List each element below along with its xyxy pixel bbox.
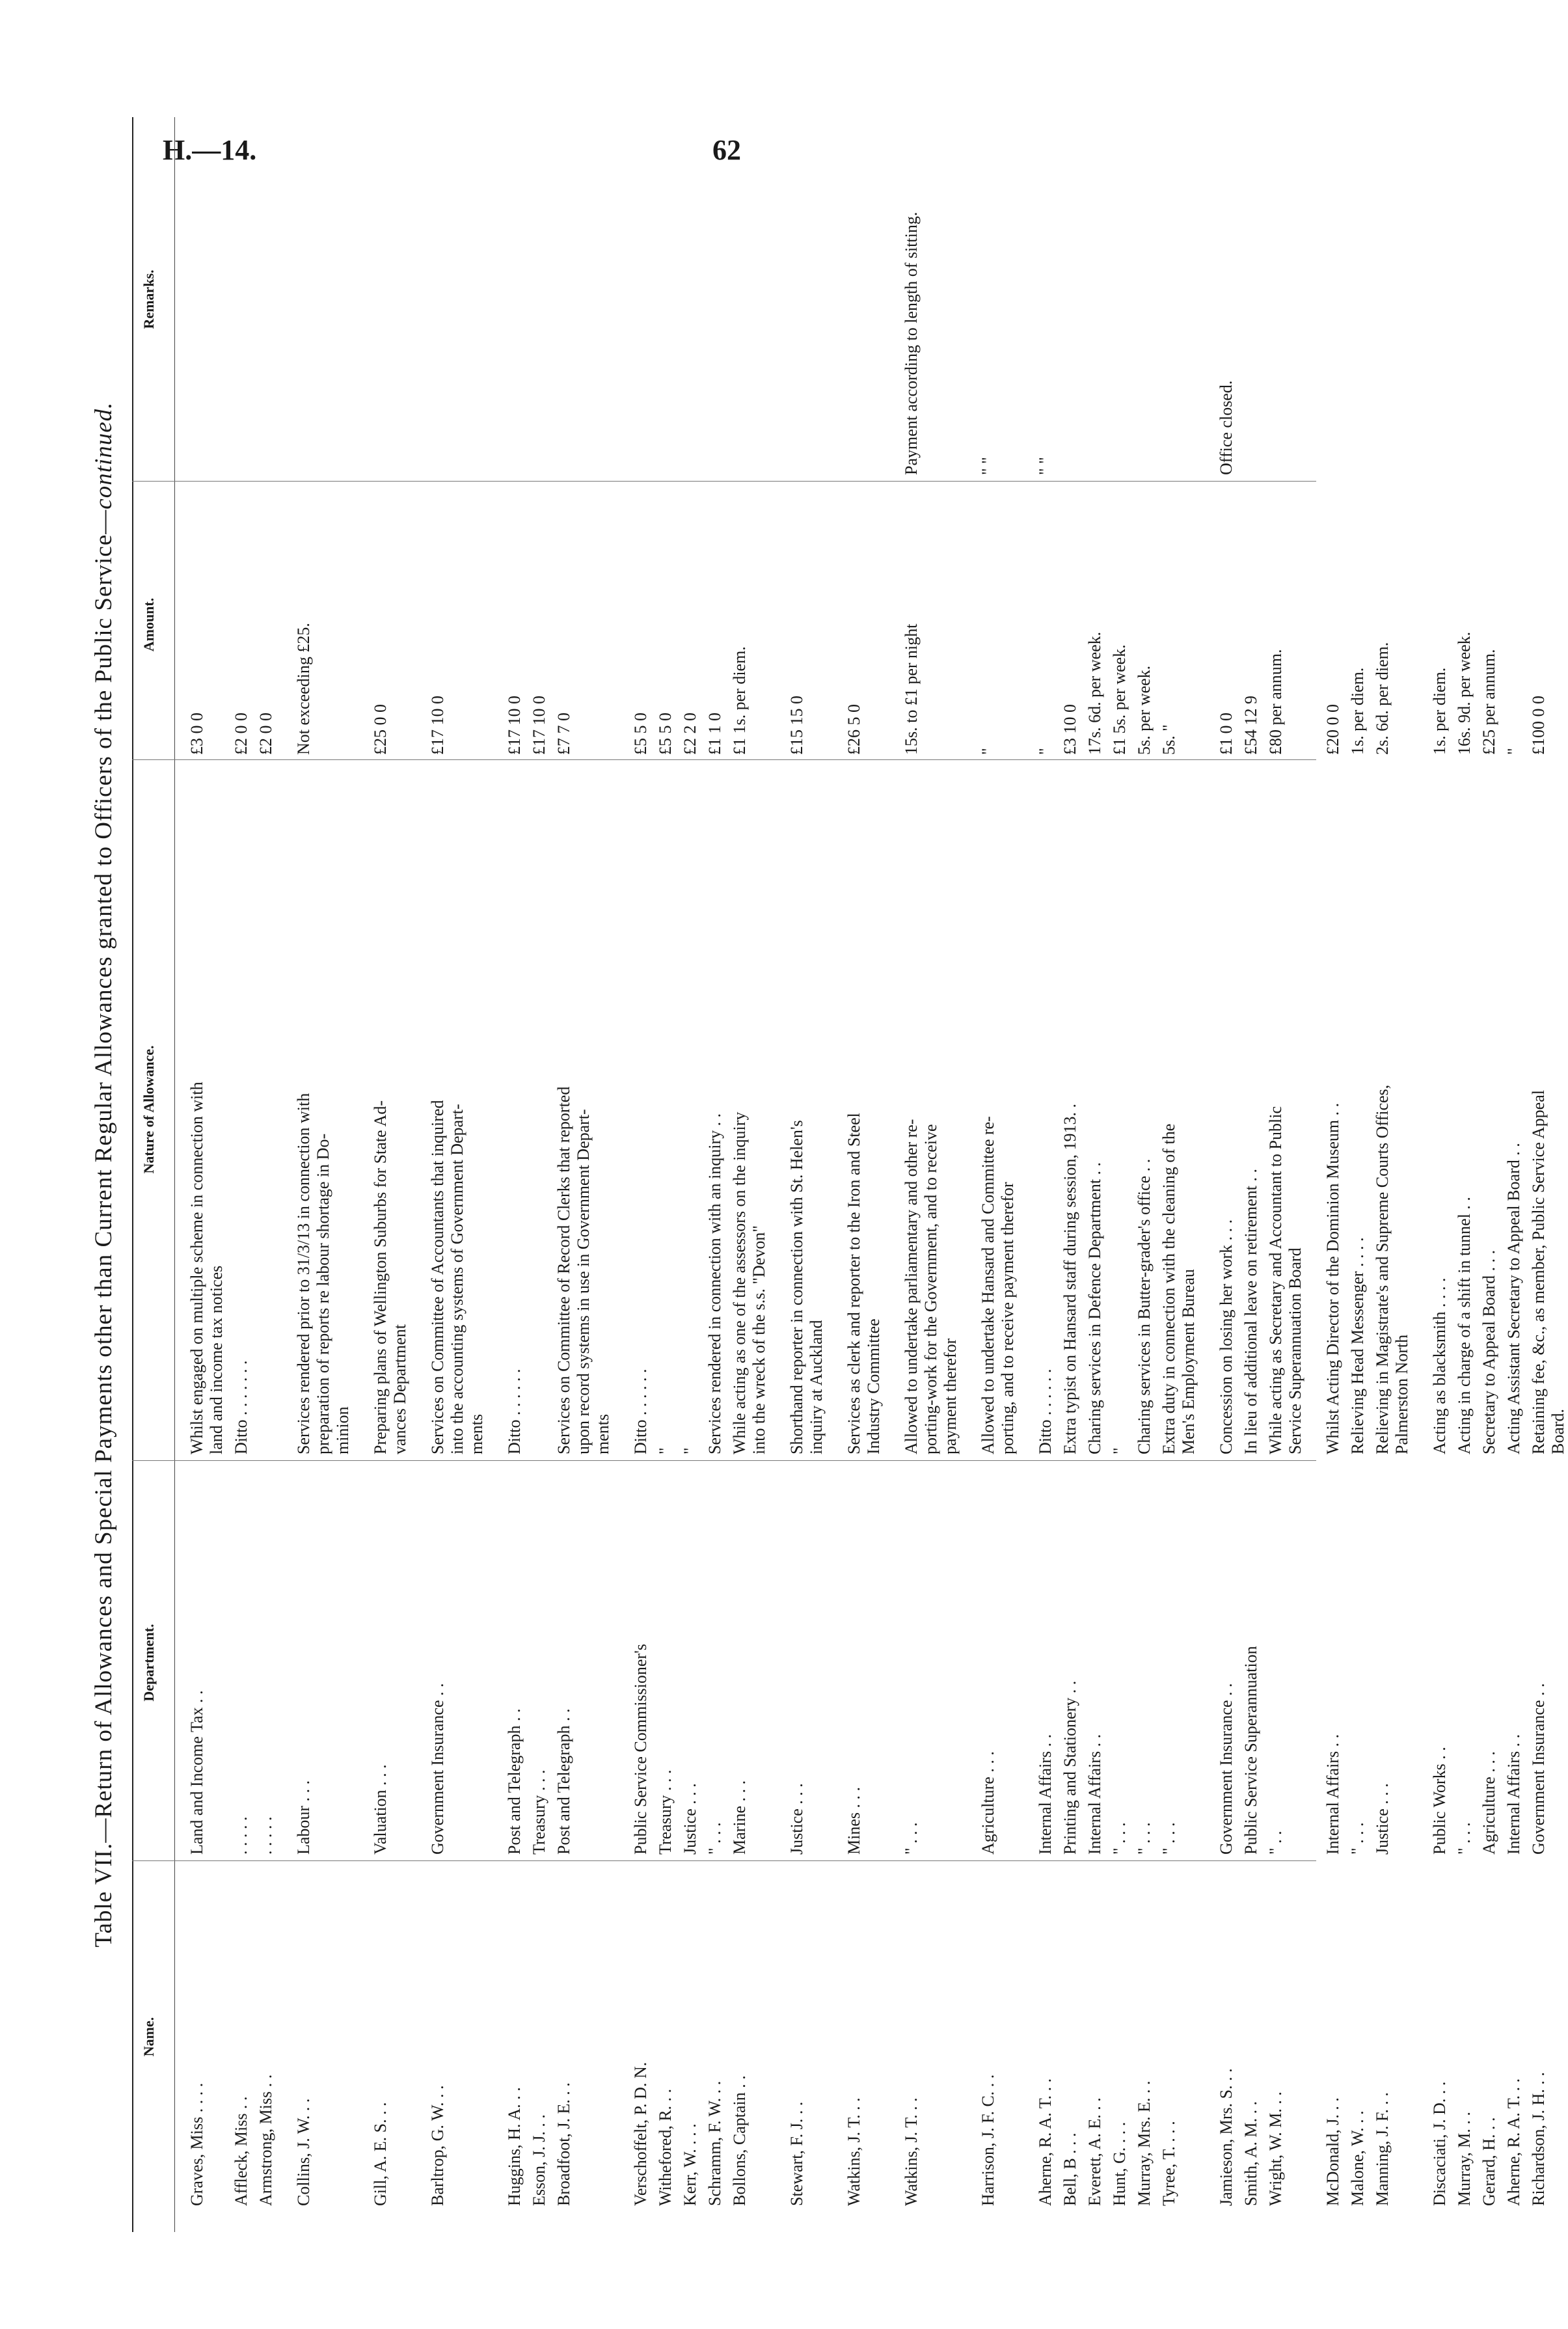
column-header-name: Name.	[141, 2017, 157, 2057]
table-title-continued: continued.	[90, 402, 117, 510]
department-cell: Internal Affairs . .	[1085, 1734, 1104, 1855]
name-cell: Barltrop, G. W. . .	[428, 2085, 447, 2206]
nature-cell: Ditto . . . . . .	[505, 1369, 524, 1454]
report-code: H.—14.	[163, 134, 257, 166]
nature-cell: Concession on losing her work . . .	[1217, 1219, 1236, 1454]
name-cell: Armstrong, Miss . .	[256, 2074, 275, 2206]
department-cell: Public Works . .	[1430, 1747, 1449, 1855]
department-cell: " . .	[1266, 1831, 1285, 1855]
nature-cell: Whilst Acting Director of the Dominion Museum . .	[1323, 1102, 1342, 1454]
amount-cell: £54 12 9	[1241, 696, 1260, 755]
name-cell: Jamieson, Mrs. S. . .	[1217, 2068, 1236, 2206]
department-cell: Justice . . .	[1373, 1783, 1392, 1855]
department-cell: Agriculture . . .	[979, 1751, 997, 1855]
department-cell: Government Insurance . .	[428, 1683, 447, 1855]
name-cell: Smith, A. M. . .	[1241, 2101, 1260, 2206]
department-cell: " . . .	[1135, 1822, 1154, 1855]
nature-cell: "	[681, 1447, 699, 1454]
department-cell: Treasury . . .	[530, 1769, 548, 1855]
amount-cell: "	[979, 748, 997, 755]
nature-cell: Secretary to Appeal Board . . .	[1480, 1249, 1498, 1454]
amount-cell: £17 10 0	[530, 696, 548, 755]
department-cell: Internal Affairs . .	[1036, 1734, 1055, 1855]
column-header-department: Department.	[141, 1624, 157, 1702]
name-cell: Everett, A. E. . .	[1085, 2097, 1104, 2206]
amount-cell: 1s. per diem.	[1430, 667, 1449, 755]
nature-cell: Whilst engaged on multiple scheme in connection with land and income tax notices	[187, 1082, 226, 1454]
column-header-remarks: Remarks.	[141, 269, 157, 329]
department-cell: Post and Telegraph . .	[505, 1708, 524, 1855]
nature-cell: Relieving Head Messenger . . . .	[1348, 1237, 1367, 1454]
amount-cell: Not exceeding £25.	[294, 623, 313, 755]
remarks-cell: " "	[1036, 457, 1055, 475]
nature-cell: Ditto . . . . . . .	[232, 1360, 250, 1454]
name-cell: McDonald, J. . .	[1323, 2097, 1342, 2206]
name-cell: Bollons, Captain . .	[730, 2075, 749, 2206]
amount-cell: 2s. 6d. per diem.	[1373, 642, 1392, 755]
amount-cell: 1s. per diem.	[1348, 667, 1367, 755]
department-cell: Printing and Stationery . .	[1061, 1680, 1079, 1855]
column-header-amount: Amount.	[141, 597, 157, 652]
column-divider	[132, 1860, 1316, 1861]
name-cell: Aherne, R. A. T. . .	[1036, 2078, 1055, 2206]
name-cell: Huggins, H. A. . .	[505, 2087, 524, 2206]
name-cell: Broadfoot, J. E. . .	[554, 2082, 573, 2206]
department-cell: Mines . . .	[845, 1787, 863, 1855]
name-cell: Malone, W. . .	[1348, 2110, 1367, 2206]
nature-cell: Services on Committee of Accountants that inquired into the accounting systems of Government Depart- ments	[428, 1100, 486, 1454]
department-cell: Justice . . .	[787, 1783, 806, 1855]
amount-cell: £5 5 0	[656, 713, 675, 755]
department-cell: Land and Income Tax . .	[187, 1690, 206, 1855]
department-cell: " . . .	[1348, 1822, 1367, 1855]
remarks-cell: Payment according to length of sitting.	[902, 211, 921, 475]
nature-cell: Charing services in Defence Department . .	[1085, 1162, 1104, 1454]
amount-cell: "	[1504, 748, 1523, 755]
rotated-table	[90, 117, 1567, 2232]
amount-cell: £15 15 0	[787, 696, 806, 755]
nature-cell: Services on Committee of Record Clerks that reported upon record systems in use in Government Depart- ments	[554, 1086, 612, 1454]
table-top-rule	[132, 117, 133, 2232]
column-header-nature: Nature of Allowance.	[141, 1045, 157, 1174]
department-cell: Treasury . . .	[656, 1769, 675, 1855]
amount-cell: £3 0 0	[187, 713, 206, 755]
department-cell: " . . .	[1110, 1822, 1129, 1855]
amount-cell: £100 0 0	[1529, 696, 1548, 755]
name-cell: Murray, M. . .	[1455, 2112, 1474, 2206]
department-cell: Post and Telegraph . .	[554, 1708, 573, 1855]
amount-cell: £25 per annum.	[1480, 649, 1498, 755]
name-cell: Murray, Mrs. E. . .	[1135, 2080, 1154, 2206]
name-cell: Wright, W. M. . .	[1266, 2091, 1285, 2206]
department-cell: . . . . .	[256, 1816, 275, 1855]
amount-cell: 15s. to £1 per night	[902, 623, 921, 755]
name-cell: Richardson, J. H. . .	[1529, 2072, 1548, 2206]
nature-cell: Charing services in Butter-grader's office . .	[1135, 1158, 1154, 1454]
column-divider	[132, 481, 1316, 482]
nature-cell: Extra typist on Hansard staff during session, 1913. .	[1061, 1104, 1079, 1454]
page-number: 62	[712, 134, 741, 166]
nature-cell: Retaining fee, &c., as member, Public Service Appeal Board.	[1529, 1090, 1567, 1454]
department-cell: Government Insurance . .	[1529, 1683, 1548, 1855]
nature-cell: "	[1110, 1447, 1129, 1454]
nature-cell: Ditto . . . . . .	[631, 1369, 650, 1454]
nature-cell: Acting Assistant Secretary to Appeal Board . .	[1504, 1143, 1523, 1454]
amount-cell: £1 1s. per diem.	[730, 646, 749, 755]
nature-cell: Ditto . . . . . .	[1036, 1369, 1055, 1454]
remarks-cell: Office closed.	[1217, 380, 1236, 475]
department-cell: Government Insurance . .	[1217, 1683, 1236, 1855]
department-cell: " . . .	[1159, 1822, 1178, 1855]
amount-cell: £17 10 0	[428, 696, 447, 755]
nature-cell: Services as clerk and reporter to the Iron and Steel Industry Committee	[845, 1113, 883, 1454]
amount-cell: 5s. "	[1159, 724, 1178, 755]
department-cell: Labour . . .	[294, 1780, 313, 1855]
name-cell: Collins, J. W. . .	[294, 2098, 313, 2206]
name-cell: Discaciati, J. D. . .	[1430, 2081, 1449, 2206]
amount-cell: £1 5s. per week.	[1110, 644, 1129, 755]
nature-cell: Acting as blacksmith . . . .	[1430, 1277, 1449, 1454]
amount-cell: £26 5 0	[845, 704, 863, 755]
name-cell: Harrison, J. F. C. . .	[979, 2074, 997, 2206]
name-cell: Withefored, R. . .	[656, 2088, 675, 2206]
amount-cell: £1 1 0	[705, 713, 724, 755]
amount-cell: £2 2 0	[681, 713, 699, 755]
table-title	[90, 117, 118, 2232]
department-cell: " . . .	[1455, 1822, 1474, 1855]
department-cell: " . . .	[705, 1822, 724, 1855]
amount-cell: £5 5 0	[631, 713, 650, 755]
name-cell: Affleck, Miss . .	[232, 2096, 250, 2206]
amount-cell: £7 7 0	[554, 713, 573, 755]
amount-cell: 5s. per week.	[1135, 665, 1154, 755]
table-title-text: Table VII.—Return of Allowances and Special Payments other than Current Regular Allowances granted to Officers of the Public Service—	[90, 509, 117, 1948]
amount-cell: £20 0 0	[1323, 704, 1342, 755]
amount-cell: 17s. 6d. per week.	[1085, 631, 1104, 755]
name-cell: Watkins, J. T. . .	[902, 2097, 921, 2206]
department-cell: Marine . . .	[730, 1780, 749, 1855]
nature-cell: While acting as one of the assessors on the inquiry into the wreck of the s.s. "Devon"	[730, 1111, 768, 1454]
department-cell: " . . .	[902, 1822, 921, 1855]
department-cell: Valuation . . .	[371, 1764, 390, 1855]
name-cell: Stewart, F. J. . .	[787, 2101, 806, 2206]
nature-cell: Allowed to undertake parliamentary and other re- porting-work for the Government, and to receive payment therefor	[902, 1119, 960, 1454]
amount-cell: £2 0 0	[232, 713, 250, 755]
name-cell: Hunt, G. . . .	[1110, 2121, 1129, 2206]
amount-cell: £3 10 0	[1061, 704, 1079, 755]
department-cell: Internal Affairs . .	[1323, 1734, 1342, 1855]
name-cell: Tyree, T. . . .	[1159, 2121, 1178, 2206]
nature-cell: Shorthand reporter in connection with St. Helen's inquiry at Auckland	[787, 1120, 826, 1454]
header-rule	[174, 117, 175, 2232]
nature-cell: Relieving in Magistrate's and Supreme Courts Offices, Palmerston North	[1373, 1084, 1411, 1454]
department-cell: Justice . . .	[681, 1783, 699, 1855]
name-cell: Bell, B . . .	[1061, 2132, 1079, 2206]
department-cell: . . . . .	[232, 1816, 250, 1855]
amount-cell: £25 0 0	[371, 704, 390, 755]
department-cell: Agriculture . . .	[1480, 1751, 1498, 1855]
nature-cell: In lieu of additional leave on retirement . .	[1241, 1169, 1260, 1454]
amount-cell: "	[1036, 748, 1055, 755]
amount-cell: £17 10 0	[505, 696, 524, 755]
name-cell: Kerr, W. . . .	[681, 2123, 699, 2206]
amount-cell: £2 0 0	[256, 713, 275, 755]
nature-cell: Allowed to undertake Hansard and Committee re- porting, and to receive payment therefor	[979, 1116, 1017, 1454]
amount-cell: £80 per annum.	[1266, 649, 1285, 755]
department-cell: Public Service Commissioner's	[631, 1644, 650, 1855]
column-divider	[132, 759, 1316, 760]
nature-cell: Services rendered prior to 31/3/13 in connection with preparation of reports re labour shortage in Do- minion	[294, 1093, 352, 1454]
remarks-cell: " "	[979, 457, 997, 475]
amount-cell: 16s. 9d. per week.	[1455, 631, 1474, 755]
name-cell: Manning, J. F. . .	[1373, 2092, 1392, 2206]
nature-cell: "	[656, 1447, 675, 1454]
name-cell: Gerard, H. . .	[1480, 2117, 1498, 2206]
amount-cell: £1 0 0	[1217, 713, 1236, 755]
column-divider	[132, 1460, 1316, 1461]
name-cell: Graves, Miss . . . .	[187, 2082, 206, 2206]
nature-cell: While acting as Secretary and Accountant to Public Service Superannuation Board	[1266, 1106, 1304, 1454]
nature-cell: Preparing plans of Wellington Suburbs for State Ad- vances Department	[371, 1100, 409, 1454]
name-cell: Watkins, J. T. . .	[845, 2097, 863, 2206]
name-cell: Esson, J. J. . .	[530, 2114, 548, 2206]
name-cell: Aherne, R. A. T. . .	[1504, 2078, 1523, 2206]
name-cell: Gill, A. E. S. . .	[371, 2102, 390, 2206]
department-cell: Internal Affairs . .	[1504, 1734, 1523, 1855]
name-cell: Schramm, F. W. . .	[705, 2080, 724, 2206]
nature-cell: Acting in charge of a shift in tunnel . .	[1455, 1197, 1474, 1454]
nature-cell: Extra duty in connection with the cleaning of the Men's Employment Bureau	[1159, 1123, 1198, 1454]
nature-cell: Services rendered in connection with an inquiry . .	[705, 1113, 724, 1454]
department-cell: Public Service Superannuation	[1241, 1646, 1260, 1855]
name-cell: Verschoffelt, P. D. N.	[631, 2062, 650, 2206]
